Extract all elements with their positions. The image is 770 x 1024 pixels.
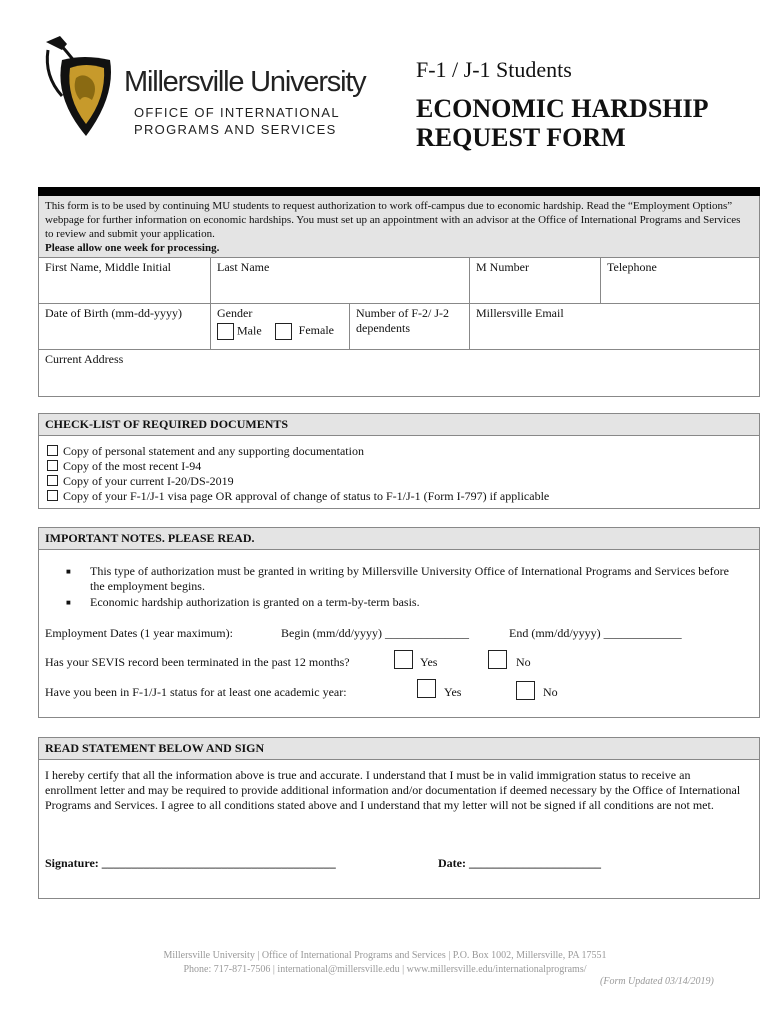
checkbox-icon	[47, 475, 58, 486]
male-checkbox[interactable]	[217, 323, 234, 340]
status-question: Have you been in F-1/J-1 status for at least one academic year:	[45, 685, 347, 699]
form-title-line2: REQUEST FORM	[416, 123, 626, 152]
shield-icon	[40, 36, 122, 140]
checkbox-icon	[47, 445, 58, 456]
address-field[interactable]	[39, 350, 759, 396]
signature-heading: READ STATEMENT BELOW AND SIGN	[39, 738, 759, 760]
notes-heading: IMPORTANT NOTES. PLEASE READ.	[39, 528, 759, 550]
applicant-info-grid	[38, 257, 760, 397]
processing-note: Please allow one week for processing.	[45, 242, 220, 254]
dob-field[interactable]	[39, 304, 211, 350]
address-label: Current Address	[45, 352, 124, 366]
checklist-item[interactable]: Copy of personal statement and any supporting documentation	[47, 444, 364, 459]
sevis-no-checkbox[interactable]	[488, 650, 507, 669]
form-kicker: F-1 / J-1 Students	[416, 57, 572, 82]
email-label: Millersville Email	[476, 306, 564, 320]
checklist-heading: CHECK-LIST OF REQUIRED DOCUMENTS	[39, 414, 759, 436]
footer-address: Millersville University | Office of International Programs and Services | P.O. Box 1002, Millersville, PA 17551	[163, 950, 607, 961]
telephone-field[interactable]	[601, 258, 759, 304]
note-bullet: This type of authorization must be granted in writing by Millersville University Office of International Programs and Services before the employment begins.	[90, 564, 729, 593]
last-name-field[interactable]	[211, 258, 470, 304]
checkbox-icon	[47, 460, 58, 471]
female-label: Female	[298, 323, 334, 338]
female-checkbox[interactable]	[275, 323, 292, 340]
office-name-line1: OFFICE OF INTERNATIONAL	[134, 105, 340, 120]
date-field[interactable]: Date: ______________________	[438, 856, 601, 870]
bullet-icon: ■	[66, 598, 71, 607]
checklist-item[interactable]: Copy of your F-1/J-1 visa page OR approval of change of status to F-1/J-1 (Form I-797) if applicable	[47, 489, 549, 504]
note-bullet: Economic hardship authorization is granted on a term-by-term basis.	[90, 595, 420, 609]
status-yes-label: Yes	[444, 685, 462, 699]
section-divider-bar	[38, 187, 760, 196]
sevis-question: Has your SEVIS record been terminated in the past 12 months?	[45, 655, 350, 669]
dependents-field[interactable]	[350, 304, 470, 350]
checklist-item[interactable]: Copy of the most recent I-94	[47, 459, 201, 474]
form-title-line1: ECONOMIC HARDSHIP	[416, 94, 709, 123]
checklist-section	[38, 413, 760, 509]
gender-label: Gender	[217, 306, 253, 320]
status-no-label: No	[543, 685, 558, 699]
last-name-label: Last Name	[217, 260, 270, 274]
checkbox-icon	[47, 490, 58, 501]
university-name: Millersville University	[124, 66, 366, 98]
email-field[interactable]	[470, 304, 759, 350]
dependents-label-line2: dependents	[356, 321, 410, 335]
certification-statement: I hereby certify that all the information above is true and accurate. I understand that I must be in valid immigration status to receive an enrollment letter and may be required to provide additional information and/or documentation if deemed necessary by the Office of International Programs and Services. I agree to all conditions stated above and I understand that my letter will not be signed if all conditions are not met.	[45, 768, 741, 812]
signature-field[interactable]: Signature: _______________________________________	[45, 856, 336, 870]
signature-section	[38, 737, 760, 899]
intro-text: This form is to be used by continuing MU students to request authorization to work off-campus due to economic hardship. Read the “Employment Options” webpage for further information on economic hardships. You must set up an appointment with an advisor at the Office of International Programs and Services to review and submit your application.	[45, 200, 741, 240]
intro-box	[38, 196, 760, 258]
sevis-yes-checkbox[interactable]	[394, 650, 413, 669]
status-yes-checkbox[interactable]	[417, 679, 436, 698]
dob-label: Date of Birth (mm-dd-yyyy)	[45, 306, 182, 320]
university-logo	[40, 36, 380, 146]
form-updated-note: (Form Updated 03/14/2019)	[600, 976, 714, 987]
first-name-label: First Name, Middle Initial	[45, 260, 171, 274]
status-no-checkbox[interactable]	[516, 681, 535, 700]
dependents-label-line1: Number of F-2/ J-2	[356, 306, 449, 320]
telephone-label: Telephone	[607, 260, 657, 274]
sevis-yes-label: Yes	[420, 655, 438, 669]
first-name-field[interactable]	[39, 258, 211, 304]
male-label: Male	[237, 323, 262, 338]
employment-dates-label: Employment Dates (1 year maximum):	[45, 626, 233, 640]
footer-contact: Phone: 717-871-7506 | international@millersville.edu | www.millersville.edu/internationalprograms/	[183, 964, 587, 975]
gender-field	[211, 304, 350, 350]
m-number-field[interactable]	[470, 258, 601, 304]
end-date-field[interactable]: End (mm/dd/yyyy) _____________	[509, 626, 682, 640]
checklist-item[interactable]: Copy of your current I-20/DS-2019	[47, 474, 234, 489]
bullet-icon: ■	[66, 567, 71, 576]
sevis-no-label: No	[516, 655, 531, 669]
m-number-label: M Number	[476, 260, 529, 274]
begin-date-field[interactable]: Begin (mm/dd/yyyy) ______________	[281, 626, 469, 640]
office-name-line2: PROGRAMS AND SERVICES	[134, 122, 337, 137]
notes-section	[38, 527, 760, 718]
